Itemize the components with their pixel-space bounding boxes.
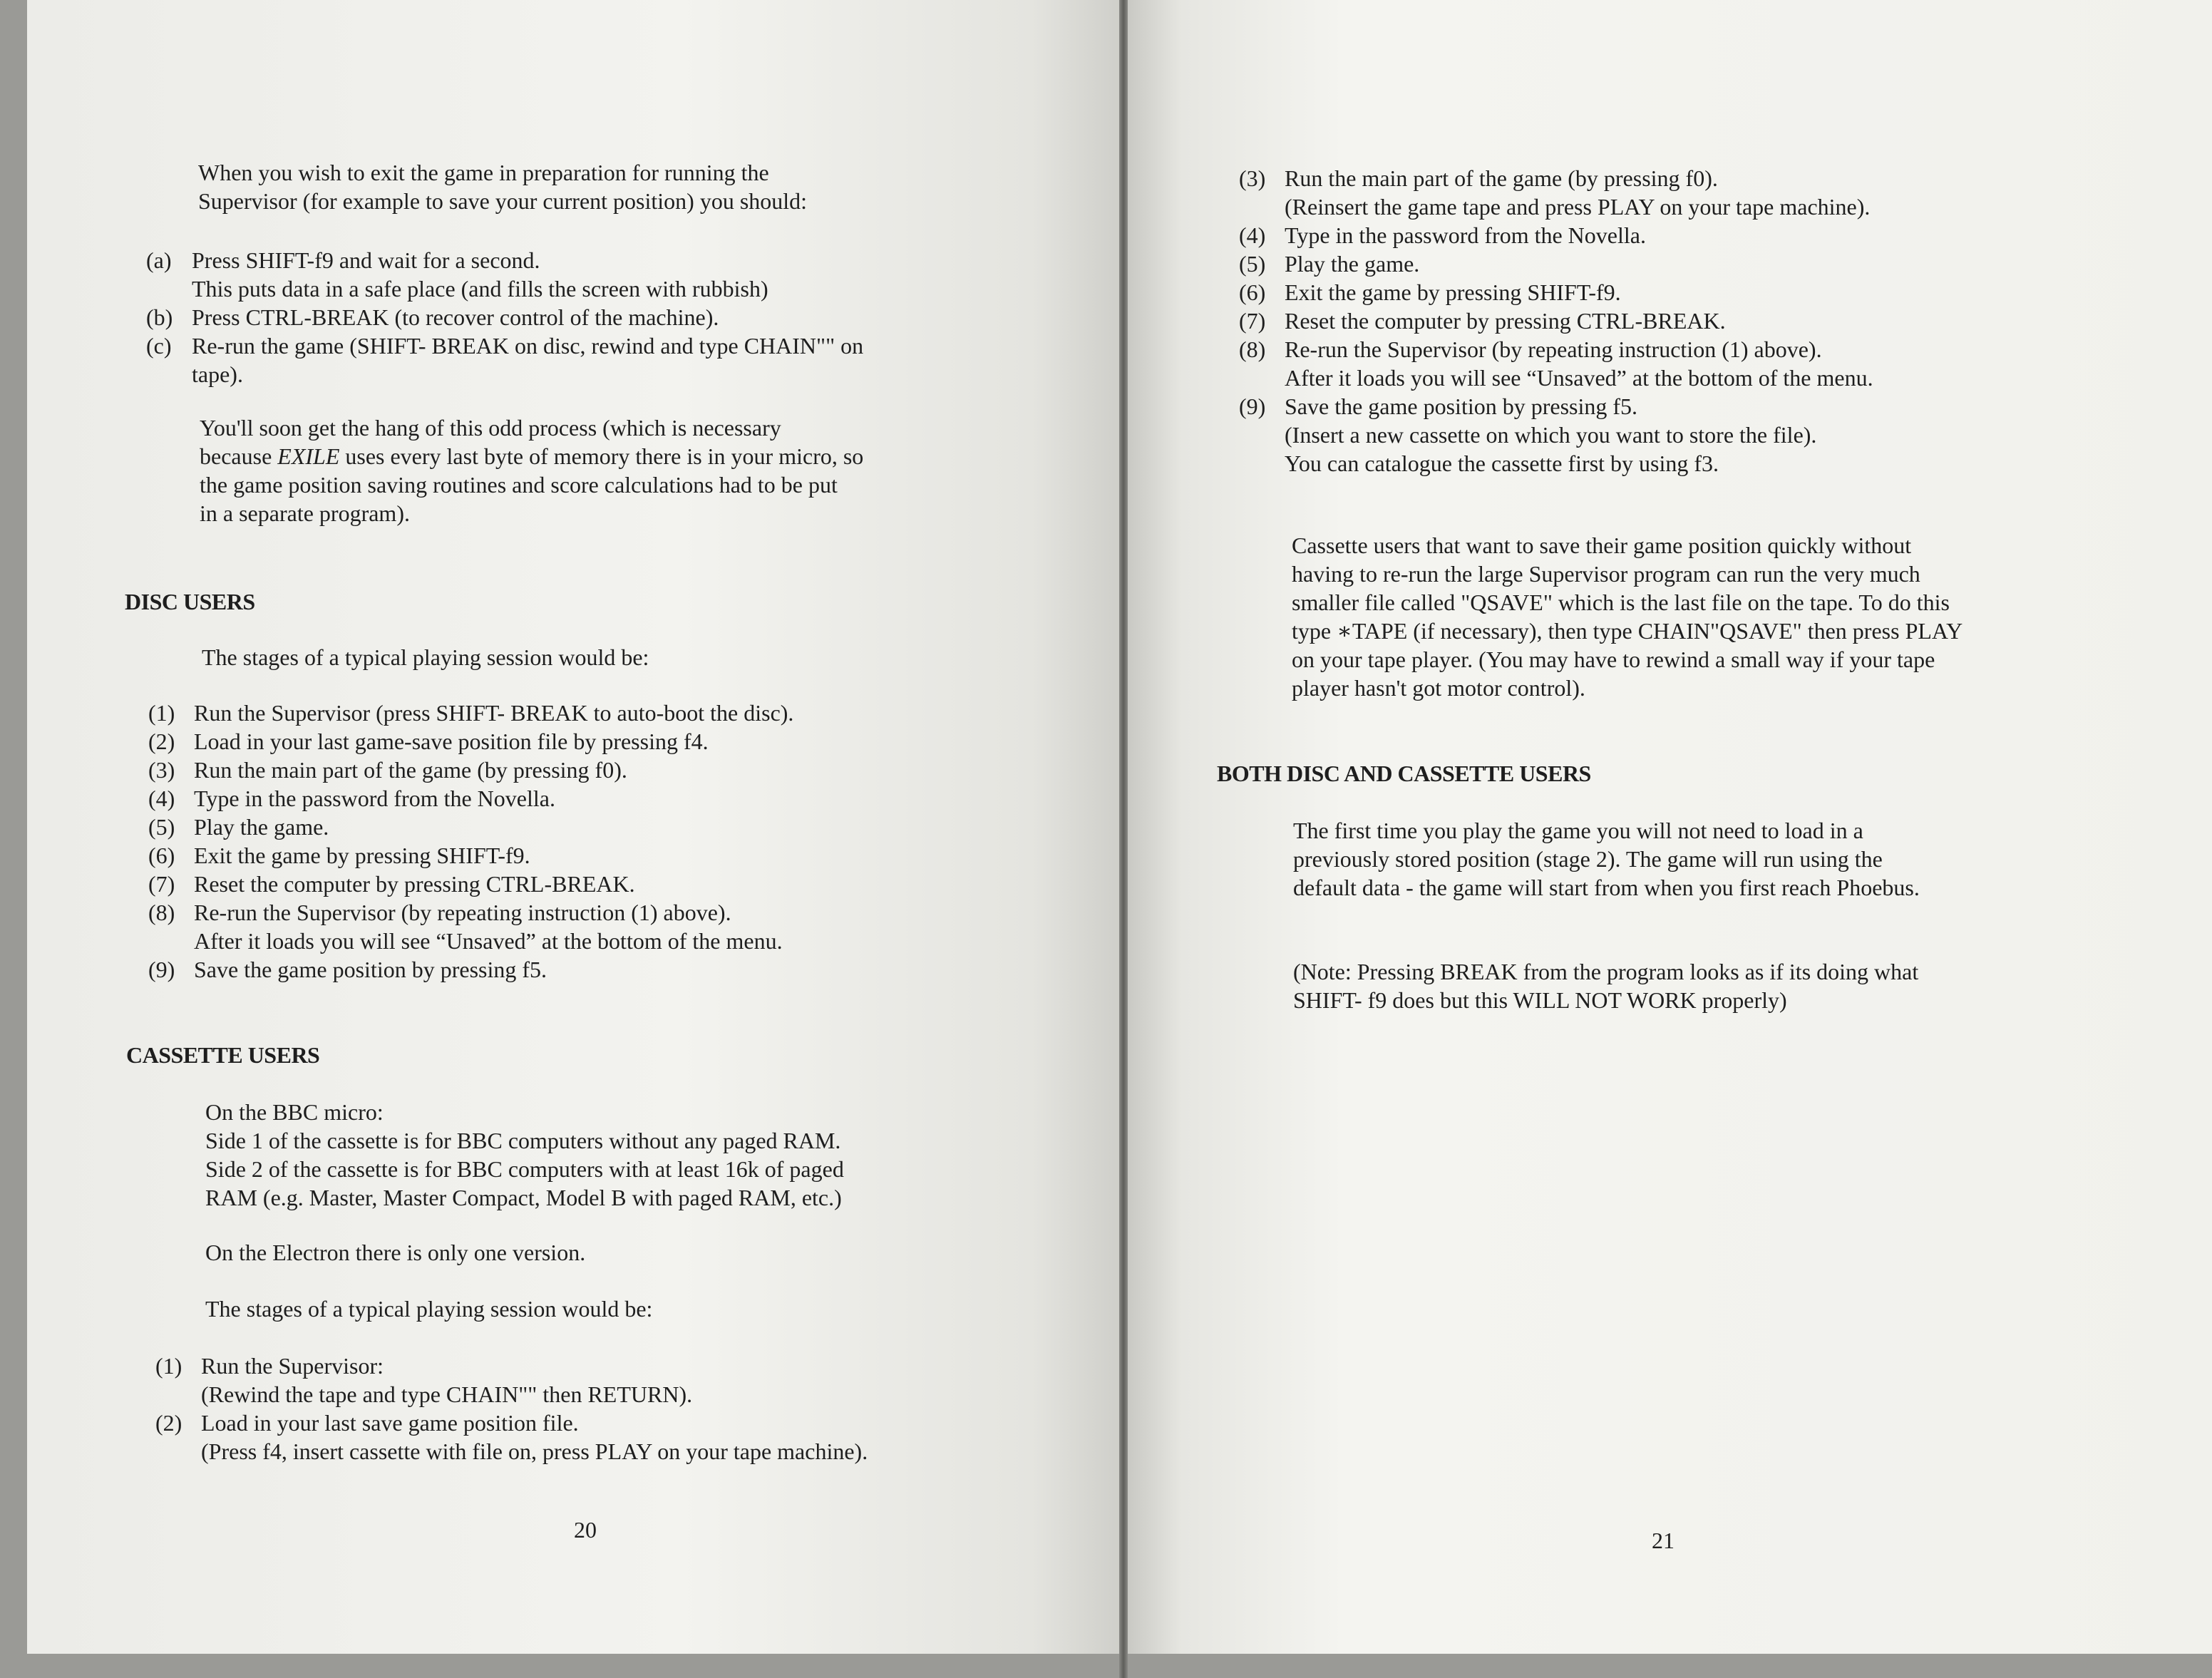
list-item: (1) Run the Supervisor (press SHIFT- BREAK to auto-boot the disc). [148, 700, 794, 726]
list-item: (6) Exit the game by pressing SHIFT-f9. [148, 843, 530, 868]
list-item: (Insert a new cassette on which you want to store the file). [1285, 422, 1817, 448]
list-item: (a) Press SHIFT-f9 and wait for a second. [146, 247, 540, 273]
list-item: (9) Save the game position by pressing f5. [1239, 393, 1638, 419]
list-item: After it loads you will see “Unsaved” at the bottom of the menu. [194, 928, 783, 954]
cassette-steps-list [155, 1352, 868, 1466]
list-item: (9) Save the game position by pressing f5. [148, 957, 547, 982]
list-item: (Rewind the tape and type CHAIN"" then RETURN). [201, 1381, 693, 1407]
list-item: (7) Reset the computer by pressing CTRL-BREAK. [1239, 308, 1726, 334]
list-item: (8) Re-run the Supervisor (by repeating instruction (1) above). [148, 900, 731, 925]
list-item: (5) Play the game. [148, 814, 329, 840]
list-item: (4) Type in the password from the Novella. [1239, 222, 1646, 248]
list-item: (8) Re-run the Supervisor (by repeating instruction (1) above). [1239, 336, 1822, 362]
list-item: (b) Press CTRL-BREAK (to recover control of the machine). [146, 304, 719, 330]
exit-intro-paragraph: When you wish to exit the game in preparation for running the Supervisor (for example to save your current position) you should: [198, 160, 808, 214]
hang-of-paragraph: You'll soon get the hang of this odd process (which is necessary because EXILE uses every last byte of memory there is in your micro, so the game position saving routines and score calculations had to be put in a separate program). [200, 415, 864, 526]
list-item: After it loads you will see “Unsaved” at the bottom of the menu. [1285, 365, 1873, 391]
electron-paragraph: On the Electron there is only one version. [205, 1240, 586, 1265]
disc-steps-list [148, 699, 793, 984]
both-users-heading: BOTH DISC AND CASSETTE USERS [1217, 761, 1591, 786]
bbc-micro-paragraph: On the BBC micro: Side 1 of the cassette is for BBC computers without any paged RAM. Side 2 of the cassette is for BBC computers with at least 16k of paged RAM (e.g. Master, Master Compact, Model B with paged RAM, etc.) [205, 1099, 844, 1210]
list-item: (c) Re-run the game (SHIFT- BREAK on disc, rewind and type CHAIN"" on [146, 333, 864, 359]
list-item: (5) Play the game. [1239, 251, 1420, 277]
list-item: (7) Reset the computer by pressing CTRL-BREAK. [148, 871, 635, 897]
list-item: You can catalogue the cassette first by using f3. [1285, 451, 1719, 476]
first-time-paragraph: The first time you play the game you will not need to load in a previously stored position (stage 2). The game will run using the default data - the game will start from when you first reach Phoebus. [1293, 818, 1920, 900]
list-item: (6) Exit the game by pressing SHIFT-f9. [1239, 279, 1621, 305]
list-item: (2) Load in your last game-save position file by pressing f4. [148, 729, 709, 754]
disc-users-heading: DISC USERS [125, 589, 255, 614]
list-item: (Press f4, insert cassette with file on, press PLAY on your tape machine). [201, 1438, 868, 1464]
list-item: (2) Load in your last save game position file. [155, 1410, 579, 1436]
cassette-steps-continued [1239, 164, 1873, 478]
cassette-intro: The stages of a typical playing session would be: [205, 1296, 653, 1322]
list-item: (3) Run the main part of the game (by pressing f0). [148, 757, 627, 783]
list-item: This puts data in a safe place (and fills the screen with rubbish) [192, 276, 768, 302]
list-item: tape). [192, 361, 243, 387]
qsave-paragraph: Cassette users that want to save their game position quickly without having to re-run the large Supervisor program can run the very much smaller file called "QSAVE" which is the last file on the tape. To do this type ∗TAPE (if necessary), then type CHAIN"QSAVE" then press PLAY on your tape player. (You may have to rewind a small way if your tape player hasn't got motor control). [1292, 532, 1963, 701]
page-number-left: 20 [574, 1517, 597, 1543]
list-item: (Reinsert the game tape and press PLAY on your tape machine). [1285, 194, 1871, 220]
exit-steps-list [146, 246, 863, 388]
note-paragraph: (Note: Pressing BREAK from the program looks as if its doing what SHIFT- f9 does but this WILL NOT WORK properly) [1293, 959, 1919, 1013]
cassette-users-heading: CASSETTE USERS [126, 1042, 320, 1068]
page-number-right: 21 [1652, 1528, 1675, 1553]
list-item: (3) Run the main part of the game (by pressing f0). [1239, 165, 1718, 191]
list-item: (4) Type in the password from the Novella. [148, 786, 555, 811]
disc-intro: The stages of a typical playing session would be: [202, 644, 649, 670]
book-gutter [1119, 0, 1128, 1678]
list-item: (1) Run the Supervisor: [155, 1353, 384, 1379]
